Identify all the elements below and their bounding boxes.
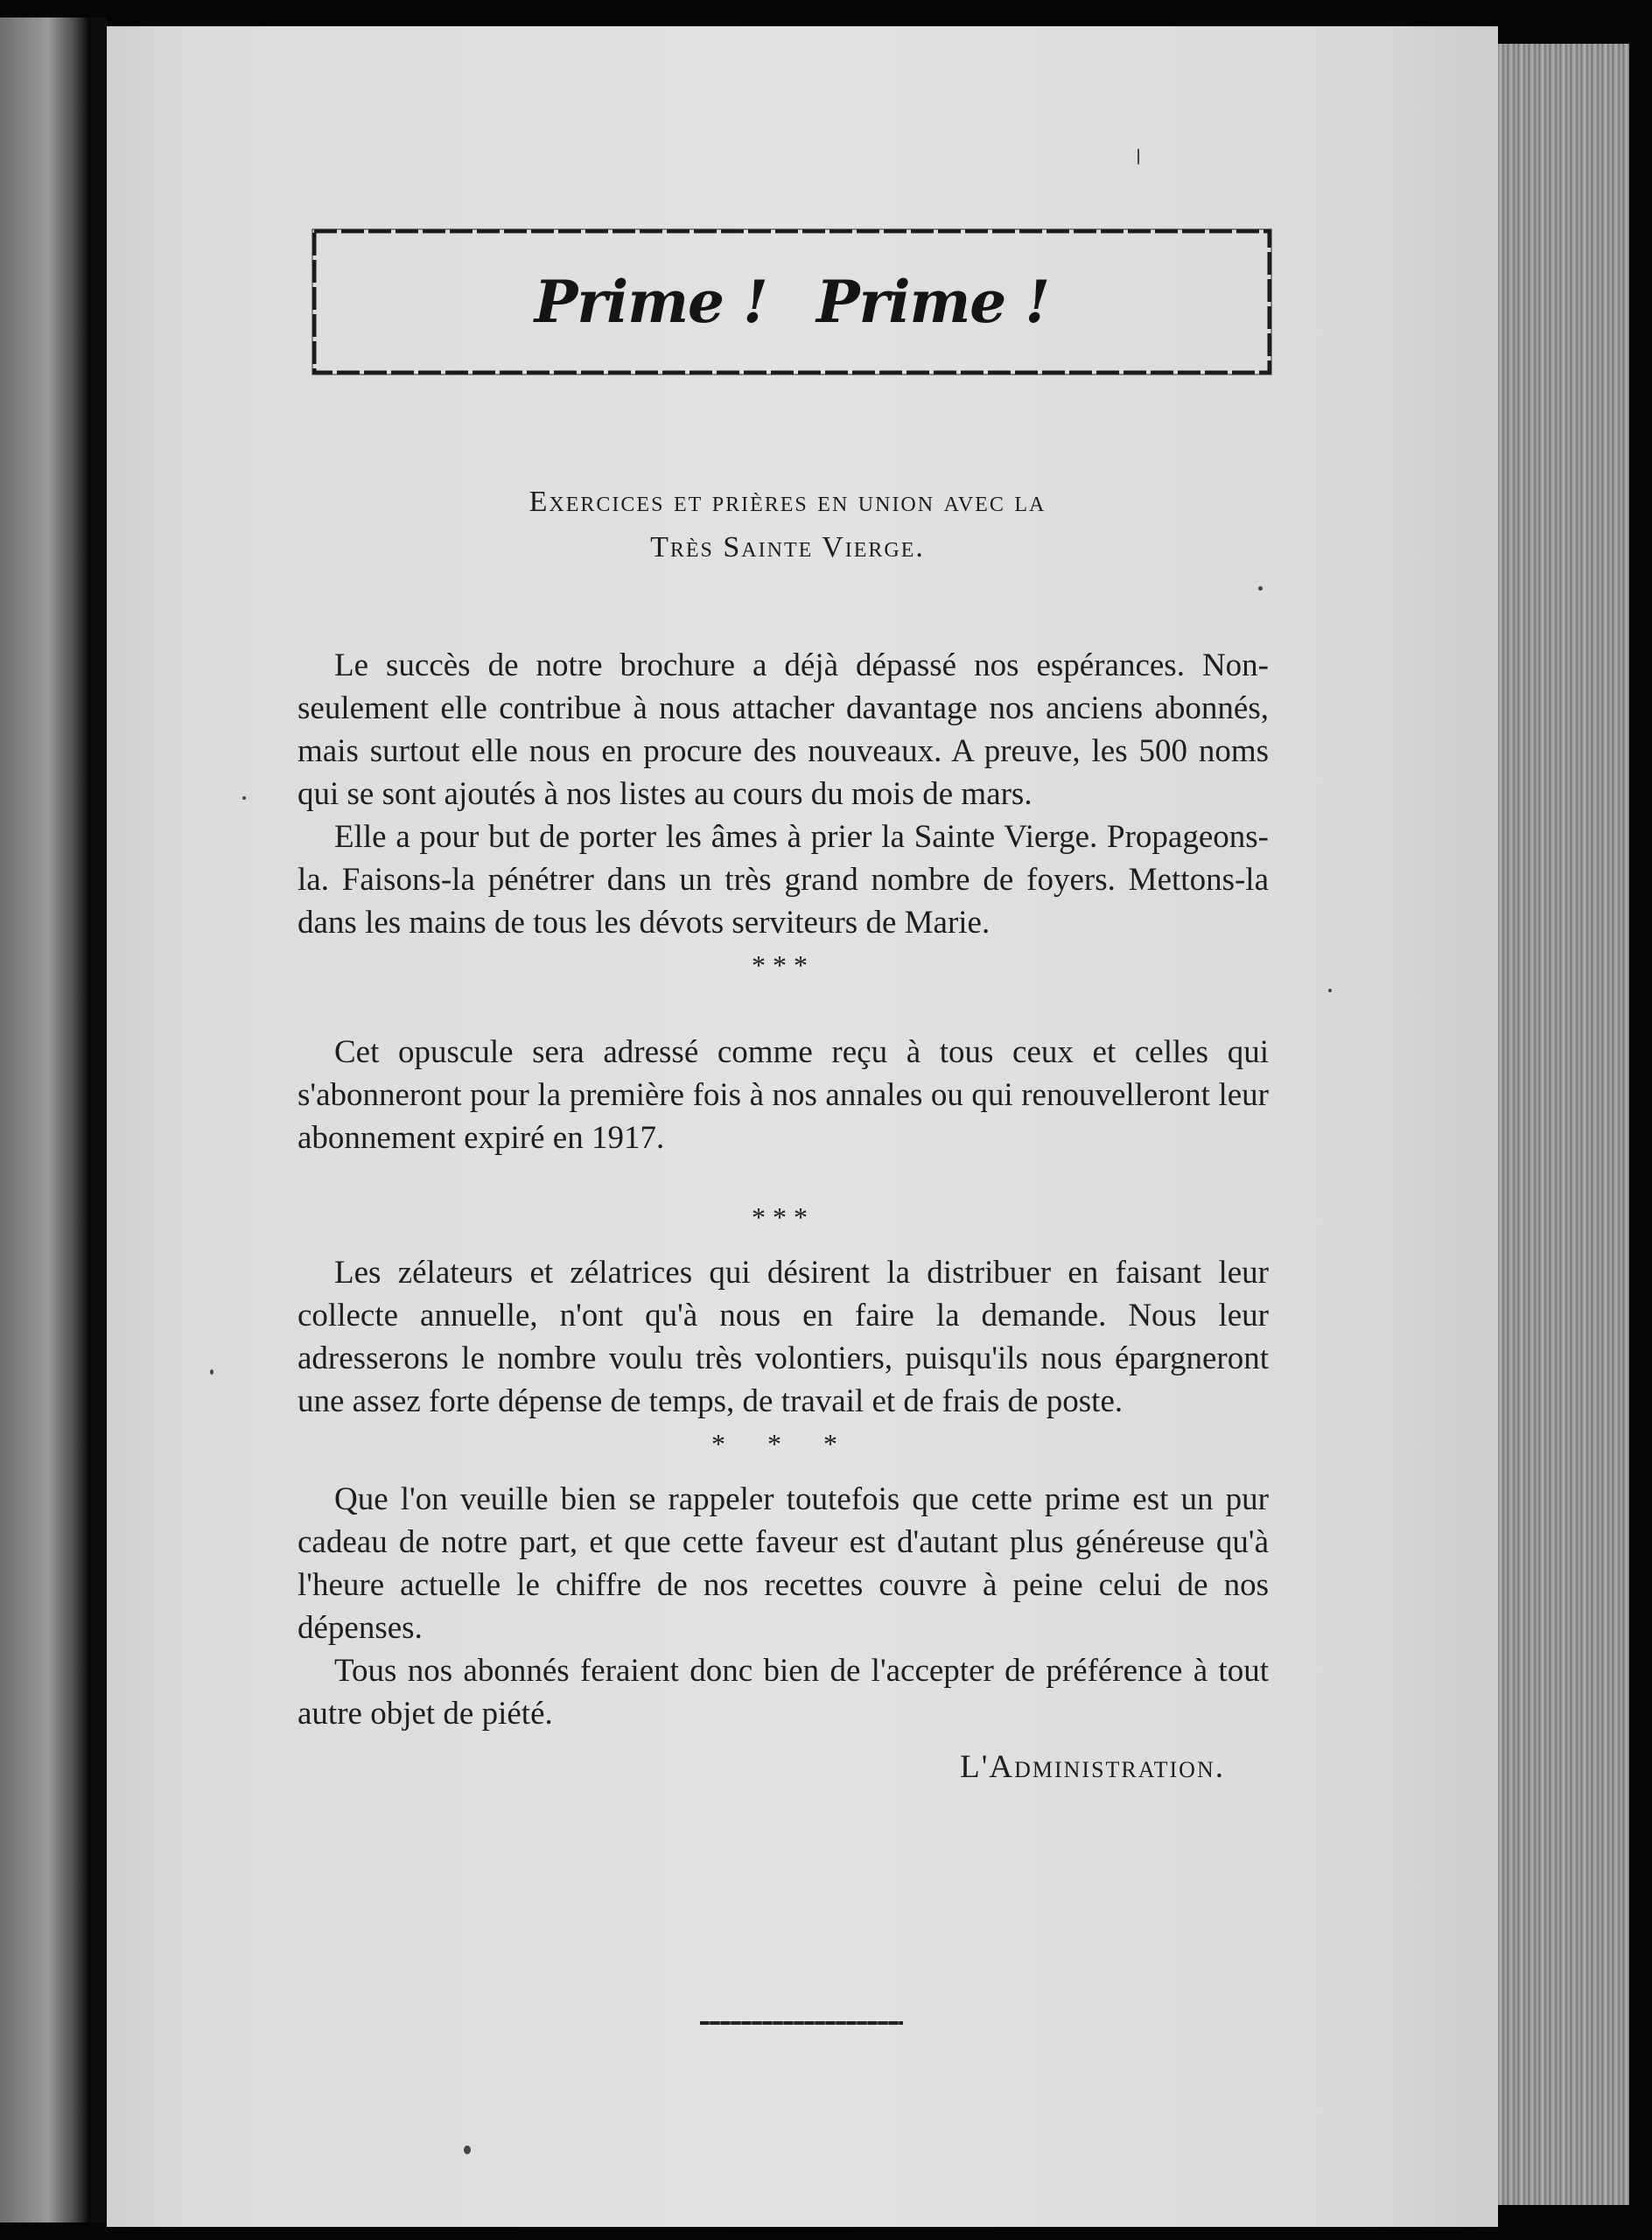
paragraph-1: Le succès de notre brochure a déjà dépassé nos espérances. Non-seulement elle contribue à nous attacher davantage nos anciens abonnés, mais surtout elle nous en procure des nouveaux. A preuve, les 500 noms qui se sont ajoutés à nos listes au cours du mois de mars. — [298, 648, 1269, 812]
paragraph-4: Les zélateurs et zélatrices qui désirent la distribuer en faisant leur collecte annuelle, n'ont qu'à nous en faire la demande. Nous leur adresserons le nombre voulu très volontiers, puisqu'ils nous épargneront une assez forte dépense de temps, de travail et de frais de poste. — [298, 1255, 1269, 1419]
dust-speck — [1328, 989, 1332, 992]
dust-speck — [464, 2146, 471, 2154]
book-gutter — [88, 18, 107, 2222]
paragraph-6: Tous nos abonnés feraient donc bien de l'accepter de préférence à tout autre objet de piété. — [298, 1653, 1269, 1732]
dust-speck — [242, 796, 246, 800]
spacer — [298, 1159, 1269, 1196]
paragraph-3: Cet opuscule sera adressé comme reçu à tous ceux et celles qui s'abonneront pour la première fois à nos annales ou qui renouvelleront leur abonnement expiré en 1917. — [298, 1034, 1269, 1156]
subtitle — [298, 480, 1278, 570]
spacer — [298, 1239, 1269, 1251]
spacer — [298, 987, 1269, 1031]
dust-speck — [1138, 149, 1139, 164]
spacer — [298, 1735, 1269, 1746]
title-heading — [311, 226, 1273, 378]
separator-stars-1: *** — [752, 949, 815, 981]
facing-page-edge — [0, 18, 88, 2222]
article-body — [298, 644, 1269, 1788]
spacer — [298, 1466, 1269, 1478]
dust-speck — [210, 1369, 214, 1375]
title-word-1: Prime ! — [534, 268, 767, 336]
subtitle-line-2: Très Sainte Vierge. — [650, 531, 925, 564]
separator-stars-2: *** — [752, 1201, 815, 1233]
page-stack-shadow — [1629, 35, 1652, 2222]
paragraph-2: Elle a pour but de porter les âmes à prier la Sainte Vierge. Propageons-la. Faisons-la pénétrer dans un très grand nombre de foyers. Mettons-la dans les mains de tous les dévots serviteurs de Marie. — [298, 819, 1269, 941]
subtitle-line-1: Exercices et prières en union avec la — [528, 486, 1046, 518]
dust-speck — [1258, 586, 1263, 591]
title-banner — [311, 226, 1273, 378]
page-stack-edges — [1498, 44, 1629, 2205]
paragraph-5: Que l'on veuille bien se rappeler toutefois que cette prime est un pur cadeau de notre part, et que cette faveur est d'autant plus généreuse qu'à l'heure actuelle le chiffre de nos recettes couvre à peine celui de nos dépenses. — [298, 1481, 1269, 1646]
end-rule — [700, 2021, 903, 2025]
separator-stars-3: * * * — [711, 1428, 855, 1460]
signature: L'Administration. — [960, 1749, 1225, 1785]
title-word-2: Prime ! — [816, 268, 1050, 336]
